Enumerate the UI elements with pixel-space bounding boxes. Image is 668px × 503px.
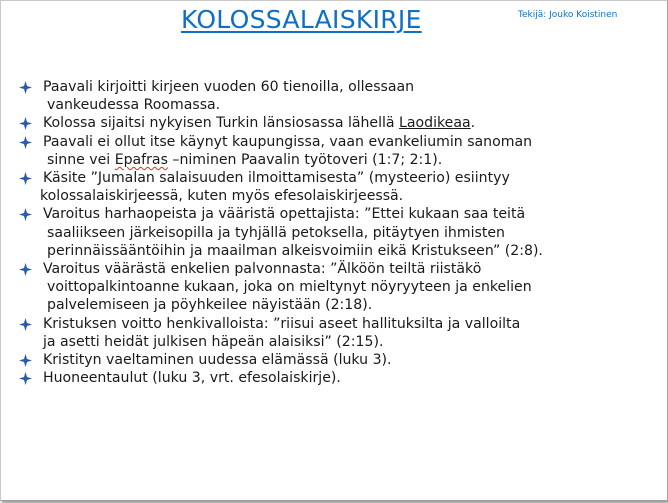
diamond-bullet-icon	[19, 372, 32, 385]
diamond-bullet-icon	[19, 81, 32, 94]
bullet-item	[19, 114, 659, 132]
diamond-bullet-icon	[19, 172, 32, 185]
bullet-line	[43, 114, 659, 132]
diamond-bullet-icon	[19, 318, 32, 331]
author-credit: Tekijä: Jouko Koistinen	[518, 10, 618, 20]
bullet-text: .	[470, 115, 476, 132]
bullet-item	[19, 133, 659, 169]
bullet-text: Kolossa sijaitsi nykyisen Turkin länsiosassa lähellä	[43, 115, 400, 132]
bullet-line: Paavali ei ollut itse käynyt kaupungissa, vaan evankeliumin sanoman	[43, 133, 533, 150]
diamond-bullet-icon	[19, 117, 32, 130]
bullet-line: ja asetti heidät julkisen häpeän alaisiksi” (2:15).	[43, 333, 384, 350]
bullet-line: Kristityn vaeltaminen uudessa elämässä (luku 3).	[43, 352, 392, 369]
bullet-line: perinnäissääntöihin ja maailman alkeisvoimiin eikä Kristukseen” (2:8).	[47, 242, 543, 259]
bullet-item	[19, 78, 659, 114]
bullet-line: Kristuksen voitto henkivalloista: ”riisui aseet hallituksilta ja valloilta	[43, 315, 521, 332]
bullet-line: Paavali kirjoitti kirjeen vuoden 60 tienoilla, ollessaan	[43, 79, 415, 95]
bullet-item	[19, 260, 659, 315]
bullet-item	[19, 205, 659, 260]
bullet-line	[43, 151, 659, 169]
diamond-bullet-icon	[19, 263, 32, 276]
bullet-item	[19, 369, 659, 387]
spellcheck-word-epafras[interactable]: Epafras	[114, 151, 168, 168]
bullet-line: kolossalaiskirjeessä, kuten myös efesolaiskirjeessä.	[40, 188, 404, 205]
bullet-line: Varoitus harhaopeista ja vääristä opettajista: ”Ettei kukaan saa teitä	[43, 206, 526, 223]
diamond-bullet-icon	[19, 208, 32, 221]
bullet-item	[19, 169, 659, 205]
place-link-laodikea[interactable]: Laodikeaa	[399, 115, 471, 132]
diamond-bullet-icon	[19, 136, 32, 149]
bullet-line: palvelemiseen ja pöyhkeilee näyistään (2:18).	[47, 297, 373, 314]
bullet-line: Varoitus väärästä enkelien palvonnasta: ”Älköön teiltä riistäkö	[43, 261, 482, 278]
bullet-line: Käsite ”Jumalan salaisuuden ilmoittamisesta” (mysteerio) esiintyy	[43, 170, 510, 187]
bullet-item	[19, 315, 659, 351]
diamond-bullet-icon	[19, 354, 32, 367]
bullet-line: Huoneentaulut (luku 3, vrt. efesolaiskirje).	[43, 370, 341, 387]
bullet-list	[19, 78, 659, 387]
slide-title: KOLOSSALAISKIRJE	[181, 5, 422, 34]
bullet-line: voittopalkintoanne kukaan, joka on mieltynyt nöyryyteen ja enkelien	[47, 279, 532, 296]
bullet-item	[19, 351, 659, 369]
bullet-line: vankeudessa Roomassa.	[47, 97, 221, 114]
bullet-text: –niminen Paavalin työtoveri (1:7; 2:1).	[167, 151, 443, 168]
bullet-text: sinne vei	[47, 151, 115, 168]
bullet-line: saaliikseen järkeisopilla ja tyhjällä petoksella, pitäytyen ihmisten	[47, 224, 505, 241]
